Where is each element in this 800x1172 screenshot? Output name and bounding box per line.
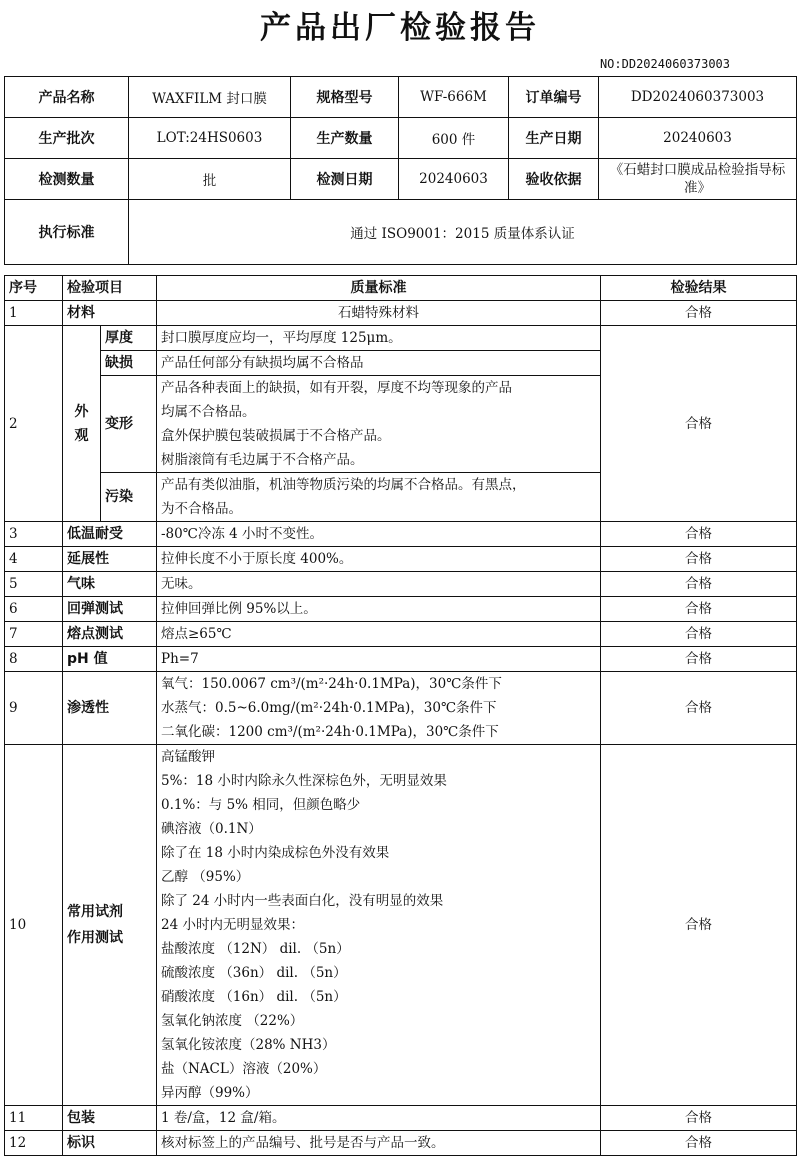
header-row <box>5 276 797 301</box>
quantity-label: 生产数量 <box>291 118 399 159</box>
product-info-table <box>4 76 797 265</box>
standard-line: 产品各种表面上的缺损，如有开裂，厚度不均等现象的产品 <box>161 380 512 396</box>
row-result: 合格 <box>601 672 797 745</box>
row-no: 2 <box>5 326 63 522</box>
table-row <box>5 1131 797 1156</box>
sub-item-standard-lines <box>157 473 601 522</box>
table-row <box>5 745 797 1106</box>
test-quantity-label: 检测数量 <box>5 159 129 200</box>
row-no: 6 <box>5 597 63 622</box>
standard-line: 盐（NACL）溶液（20%） <box>161 1061 327 1077</box>
standard-line: 盐酸浓度 （12N） dil. （5n） <box>161 941 350 957</box>
row-standard: 拉伸长度不小于原长度 400%。 <box>157 547 601 572</box>
standard-line: 为不合格品。 <box>161 501 242 517</box>
table-row <box>5 572 797 597</box>
header-no: 序号 <box>5 276 63 301</box>
sub-item-name: 厚度 <box>101 326 157 351</box>
header-item: 检验项目 <box>63 276 157 301</box>
row-no: 12 <box>5 1131 63 1156</box>
row-no: 4 <box>5 547 63 572</box>
acceptance-basis-label: 验收依据 <box>509 159 599 200</box>
row-item: 气味 <box>63 572 157 597</box>
row-item: 延展性 <box>63 547 157 572</box>
table-row <box>5 647 797 672</box>
production-date-label: 生产日期 <box>509 118 599 159</box>
standard-line: 异丙醇（99%） <box>161 1085 259 1101</box>
standard-line: 5%：18 小时内除永久性深棕色外，无明显效果 <box>161 773 447 789</box>
sub-item-standard: 产品任何部分有缺损均属不合格品 <box>157 351 601 376</box>
row-standard: 石蜡特殊材料 <box>157 301 601 326</box>
standard-line: 0.1%：与 5% 相同，但颜色略少 <box>161 797 361 813</box>
row-item-char: 外 观 <box>74 403 89 444</box>
row-item: 回弹测试 <box>63 597 157 622</box>
sub-item-standard-lines <box>157 376 601 473</box>
header-result: 检验结果 <box>601 276 797 301</box>
table-row <box>5 547 797 572</box>
row-no: 7 <box>5 622 63 647</box>
row-item: 低温耐受 <box>63 522 157 547</box>
test-quantity-value: 批 <box>129 159 291 200</box>
row-item: 渗透性 <box>63 672 157 745</box>
quantity-value: 600 件 <box>399 118 509 159</box>
row-item-line: 作用测试 <box>67 930 123 946</box>
standard-label: 执行标准 <box>5 200 129 265</box>
standard-line: 盒外保护膜包装破损属于不合格产品。 <box>161 428 391 444</box>
row-no: 8 <box>5 647 63 672</box>
table-row <box>5 326 797 351</box>
sub-item-name: 变形 <box>101 376 157 473</box>
standard-line: 氢氧化钠浓度 （22%） <box>161 1013 304 1029</box>
standard-line: 高锰酸钾 <box>161 749 215 765</box>
standard-line: 硫酸浓度 （36n） dil. （5n） <box>161 965 347 981</box>
row-result: 合格 <box>601 622 797 647</box>
standard-line: 树脂滚筒有毛边属于不合格产品。 <box>161 452 364 468</box>
table-row <box>5 301 797 326</box>
acceptance-basis-value: 《石蜡封口膜成品检验指导标准》 <box>599 159 797 200</box>
row-item: pH 值 <box>63 647 157 672</box>
standard-line: 二氧化碳：1200 cm³/(m²·24h·0.1MPa)，30℃条件下 <box>161 724 499 740</box>
row-item-vertical <box>63 326 101 522</box>
row-standard: 熔点≥65℃ <box>157 622 601 647</box>
order-no-value: DD2024060373003 <box>599 77 797 118</box>
row-item: 熔点测试 <box>63 622 157 647</box>
row-item: 材料 <box>63 301 157 326</box>
sub-item-name: 缺损 <box>101 351 157 376</box>
row-result: 合格 <box>601 597 797 622</box>
row-result: 合格 <box>601 326 797 522</box>
row-standard-lines <box>157 745 601 1106</box>
table-row <box>5 522 797 547</box>
row-result: 合格 <box>601 1131 797 1156</box>
standard-line: 硝酸浓度 （16n） dil. （5n） <box>161 989 347 1005</box>
header-standard: 质量标准 <box>157 276 601 301</box>
row-result: 合格 <box>601 301 797 326</box>
row-no: 5 <box>5 572 63 597</box>
product-name-label: 产品名称 <box>5 77 129 118</box>
standard-line: 除了 24 小时内一些表面白化，没有明显的效果 <box>161 893 444 909</box>
row-standard: 核对标签上的产品编号、批号是否与产品一致。 <box>157 1131 601 1156</box>
inspection-table <box>4 275 797 1156</box>
standard-value: 通过 ISO9001：2015 质量体系认证 <box>129 200 797 265</box>
standard-line: 24 小时内无明显效果： <box>161 917 304 933</box>
row-standard: 无味。 <box>157 572 601 597</box>
row-result: 合格 <box>601 522 797 547</box>
batch-value: LOT:24HS0603 <box>129 118 291 159</box>
standard-line: 均属不合格品。 <box>161 404 256 420</box>
sub-item-standard: 封口膜厚度应均一，平均厚度 125μm。 <box>157 326 601 351</box>
sub-item-name: 污染 <box>101 473 157 522</box>
row-result: 合格 <box>601 647 797 672</box>
row-no: 3 <box>5 522 63 547</box>
row-result: 合格 <box>601 547 797 572</box>
model-label: 规格型号 <box>291 77 399 118</box>
standard-line: 碘溶液（0.1N） <box>161 821 262 837</box>
standard-line: 产品有类似油脂，机油等物质污染的均属不合格品。有黑点， <box>161 477 526 493</box>
row-no: 11 <box>5 1106 63 1131</box>
standard-line: 除了在 18 小时内染成棕色外没有效果 <box>161 845 390 861</box>
table-row <box>5 672 797 745</box>
row-standard: 拉伸回弹比例 95%以上。 <box>157 597 601 622</box>
model-value: WF-666M <box>399 77 509 118</box>
row-item-line: 常用试剂 <box>67 904 123 920</box>
row-result: 合格 <box>601 1106 797 1131</box>
row-standard: 1 卷/盒，12 盒/箱。 <box>157 1106 601 1131</box>
row-result: 合格 <box>601 572 797 597</box>
row-standard-lines <box>157 672 601 745</box>
row-result: 合格 <box>601 745 797 1106</box>
row-standard: -80℃冷冻 4 小时不变性。 <box>157 522 601 547</box>
report-title: 产品出厂检验报告 <box>260 10 540 46</box>
test-date-label: 检测日期 <box>291 159 399 200</box>
table-row <box>5 597 797 622</box>
standard-line: 水蒸气：0.5~6.0mg/(m²·24h·0.1MPa)，30℃条件下 <box>161 700 497 716</box>
batch-label: 生产批次 <box>5 118 129 159</box>
table-row <box>5 1106 797 1131</box>
standard-line: 氧气：150.0067 cm³/(m²·24h·0.1MPa)，30℃条件下 <box>161 676 502 692</box>
product-name-value: WAXFILM 封口膜 <box>129 77 291 118</box>
standard-line: 氢氧化铵浓度（28% NH3） <box>161 1037 336 1053</box>
test-date-value: 20240603 <box>399 159 509 200</box>
row-item-lines <box>63 745 157 1106</box>
standard-line: 乙醇 （95%） <box>161 869 250 885</box>
row-standard: Ph=7 <box>157 647 601 672</box>
order-no-label: 订单编号 <box>509 77 599 118</box>
row-no: 1 <box>5 301 63 326</box>
production-date-value: 20240603 <box>599 118 797 159</box>
document-number: NO:DD2024060373003 <box>599 57 730 71</box>
row-item: 包装 <box>63 1106 157 1131</box>
row-item: 标识 <box>63 1131 157 1156</box>
row-no: 10 <box>5 745 63 1106</box>
row-no: 9 <box>5 672 63 745</box>
table-row <box>5 622 797 647</box>
